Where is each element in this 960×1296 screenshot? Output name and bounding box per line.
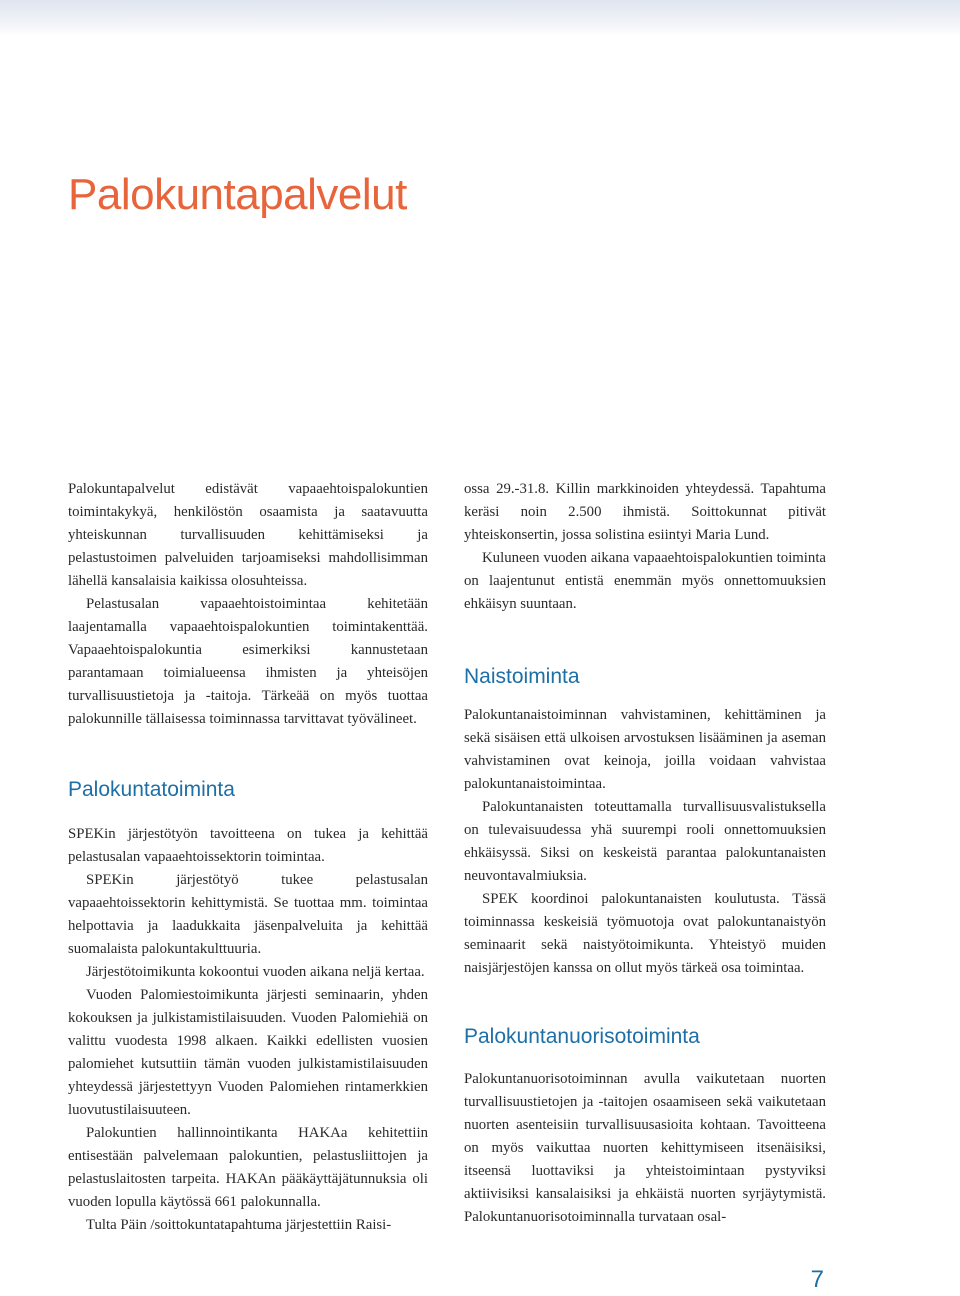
- right-column: [464, 478, 826, 1229]
- page-number: 7: [810, 1266, 824, 1293]
- body-paragraph: Palokuntanuorisotoiminnan avulla vaikutetaan nuorten turvallisuustietojen ja -taitojen osaamiseen sekä vaikutetaan nuorten asenteisiin turvallisuusasioita kohtaan. Tavoitteena on myös vaikuttaa nuorten kehittymiseen itsenäisiksi, itseensä luottaviksi ja yhteistoimintaan pystyviksi aktiivisiksi kansalaisiksi ja ehkäistä nuorten syrjäytymistä. Palokuntanuorisotoiminnalla turvataan osal-: [464, 1071, 826, 1225]
- top-gradient-band: [0, 0, 960, 36]
- body-paragraph: Järjestötoimikunta kokoontui vuoden aikana neljä kertaa.: [86, 964, 425, 980]
- continued-paragraph: ossa 29.-31.8. Killin markkinoiden yhteydessä. Tapahtuma keräsi noin 2.500 ihmistä. Soittokunnat pitivät yhteiskonsertin, jossa solistina esiintyi Maria Lund.: [464, 481, 826, 543]
- body-paragraph: Kuluneen vuoden aikana vapaaehtoispalokuntien toiminta on laajentunut entistä enemmän myös onnettomuuksien ehkäisyn suuntaan.: [464, 550, 826, 612]
- heading-naistoiminta: Naistoiminta: [464, 665, 580, 688]
- body-paragraph: Palokuntanaistoiminnan vahvistaminen, kehittäminen ja sekä sisäisen että ulkoisen arvostuksen lisääminen ja aseman vahvistaminen ovat keinoja, joilla voidaan vahvistaa palokuntanaistoimintaa.: [464, 707, 826, 792]
- body-paragraph: SPEKin järjestötyö tukee pelastusalan vapaaehtoissektorin kehittymistä. Se tuottaa mm. toimintaa helpottavia ja laadukkaita jäsenpalveluita ja kehittää suomalaista palokuntakulttuuria.: [68, 872, 428, 957]
- body-paragraph: Vuoden Palomiestoimikunta järjesti seminaarin, yhden kokouksen ja julkistamistilaisuuden. Vuoden Palomiehiä on valittu vuodesta 1998 alkaen. Kaikki edellisten vuosien palomiehet kutsuttiin tämän vuoden julkistamistilaisuuden yhteydessä järjestettyyn Vuoden Palomiehen rintamerkkien luovutustilaisuuteen.: [68, 987, 428, 1118]
- body-paragraph: SPEK koordinoi palokuntanaisten koulutusta. Tässä toiminnassa keskeisiä työmuotoja ovat palokuntanaistyön seminaarit sekä naistyötoimikunta. Yhteistyö muiden naisjärjestöjen kanssa on ollut myös tärkeä osa toimintaa.: [464, 891, 826, 976]
- intro-paragraph: Pelastusalan vapaaehtoistoimintaa kehitetään laajentamalla vapaaehtoispalokuntien toimintakenttää. Vapaaehtoispalokuntia esimerkiksi kannustetaan parantamaan toimialueensa ihmisten ja yhteisöjen turvallisuustietoja ja -taitoja. Tärkeää on myös tuottaa palokunnille tällaisessa toiminnassa tarvittavat työvälineet.: [68, 596, 428, 727]
- page-title: Palokuntapalvelut: [68, 170, 407, 219]
- heading-palokuntatoiminta: Palokuntatoiminta: [68, 778, 235, 801]
- body-paragraph: Palokuntanaisten toteuttamalla turvallisuusvalistuksella on tulevaisuudessa yhä suurempi rooli onnettomuuksien ehkäisyssä. Siksi on keskeistä parantaa palokuntanaisten neuvontavalmiuksia.: [464, 799, 826, 884]
- body-paragraph: Palokuntien hallinnointikanta HAKAa kehitettiin entisestään palvelemaan palokuntien, pelastusliittojen ja pelastuslaitosten tarpeita. HAKAn pääkäyttäjätunnuksia oli vuoden lopulla käytössä 661 palokunnalla.: [68, 1125, 428, 1210]
- body-paragraph: SPEKin järjestötyön tavoitteena on tukea ja kehittää pelastusalan vapaaehtoissektorin toimintaa.: [68, 826, 428, 865]
- left-column: [68, 478, 428, 1237]
- body-paragraph: Tulta Päin /soittokuntatapahtuma järjestettiin Raisi-: [86, 1217, 392, 1233]
- intro-paragraph: Palokuntapalvelut edistävät vapaaehtoispalokuntien toimintakykyä, henkilöstön osaamista ja saatavuutta yhteiskunnan turvallisuuden kehittämiseksi ja pelastustoimen palveluiden tarjoamiseksi mahdollisimman lähellä kansalaisia kaikissa olosuhteissa.: [68, 481, 428, 589]
- heading-palokuntanuorisotoiminta: Palokuntanuorisotoiminta: [464, 1025, 700, 1048]
